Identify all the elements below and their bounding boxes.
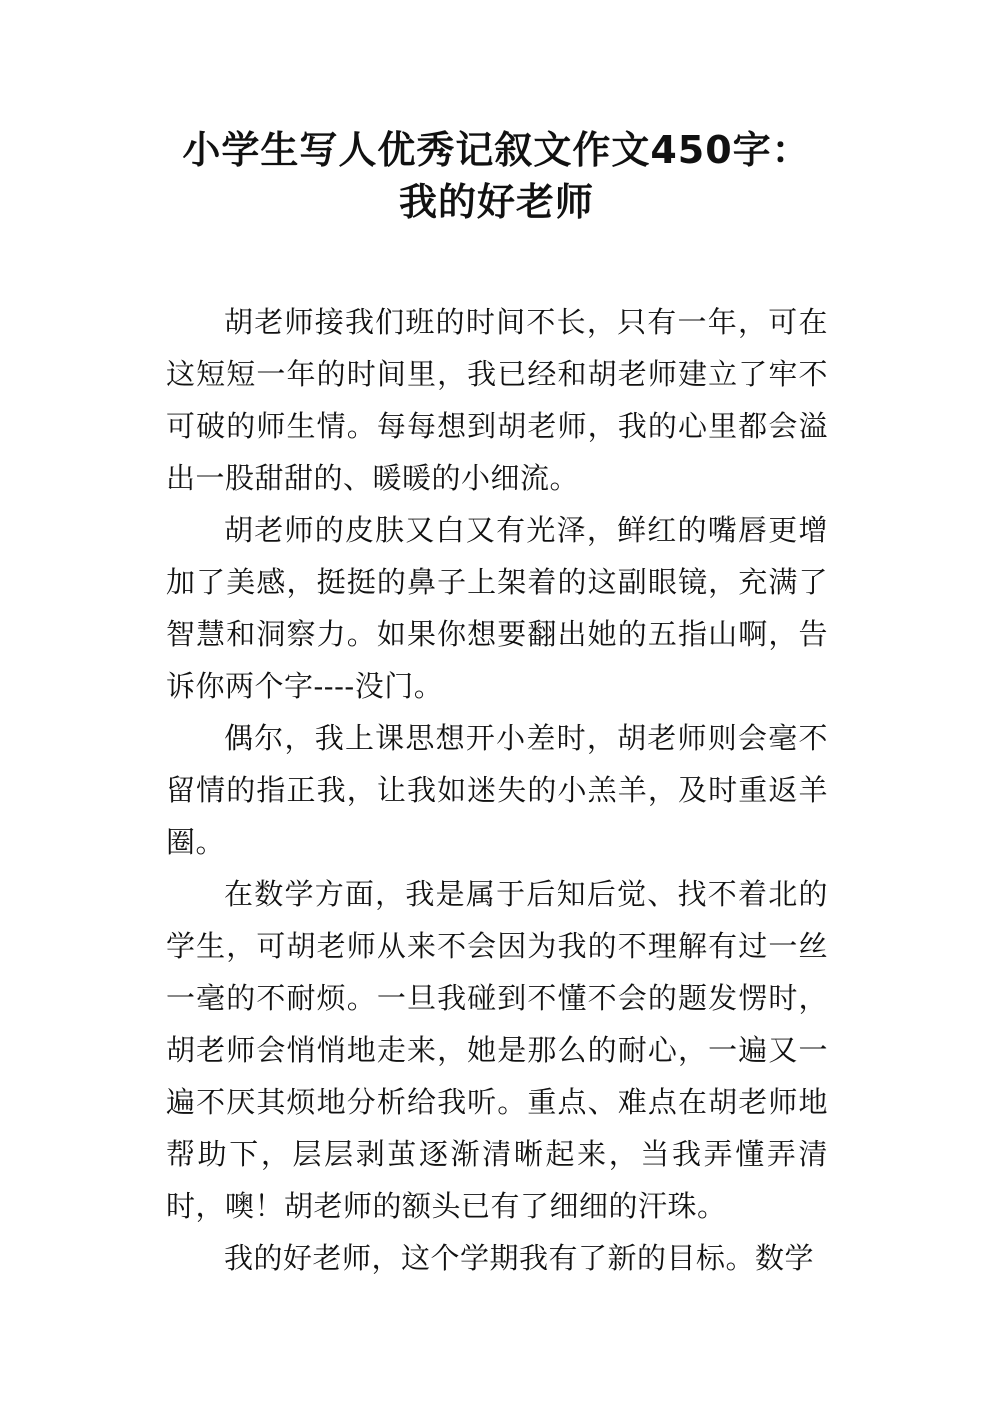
paragraph-2: 胡老师的皮肤又白又有光泽，鲜红的嘴唇更增加了美感，挺挺的鼻子上架着的这副眼镜，充满了智慧和洞察力。如果你想要翻出她的五指山啊，告诉你两个字----没门。 bbox=[166, 513, 828, 703]
document-body bbox=[166, 296, 828, 1284]
paragraph-3: 偶尔，我上课思想开小差时，胡老师则会毫不留情的指正我，让我如迷失的小羔羊，及时重返羊圈。 bbox=[166, 721, 828, 859]
paragraph-4: 在数学方面，我是属于后知后觉、找不着北的学生，可胡老师从来不会因为我的不理解有过一丝一毫的不耐烦。一旦我碰到不懂不会的题发愣时，胡老师会悄悄地走来，她是那么的耐心，一遍又一遍不厌其烦地分析给我听。重点、难点在胡老师地帮助下，层层剥茧逐渐清晰起来，当我弄懂弄清时，噢！胡老师的额头已有了细细的汗珠。 bbox=[166, 877, 828, 1223]
paragraph-5: 我的好老师，这个学期我有了新的目标。数学 bbox=[224, 1241, 815, 1275]
paragraph-1: 胡老师接我们班的时间不长，只有一年，可在这短短一年的时间里，我已经和胡老师建立了牢不可破的师生情。每每想到胡老师，我的心里都会溢出一股甜甜的、暖暖的小细流。 bbox=[166, 305, 828, 495]
document-title bbox=[0, 124, 993, 228]
title-line-2: 我的好老师 bbox=[398, 180, 594, 224]
title-line-1: 小学生写人优秀记叙文作文450字： bbox=[182, 128, 811, 172]
